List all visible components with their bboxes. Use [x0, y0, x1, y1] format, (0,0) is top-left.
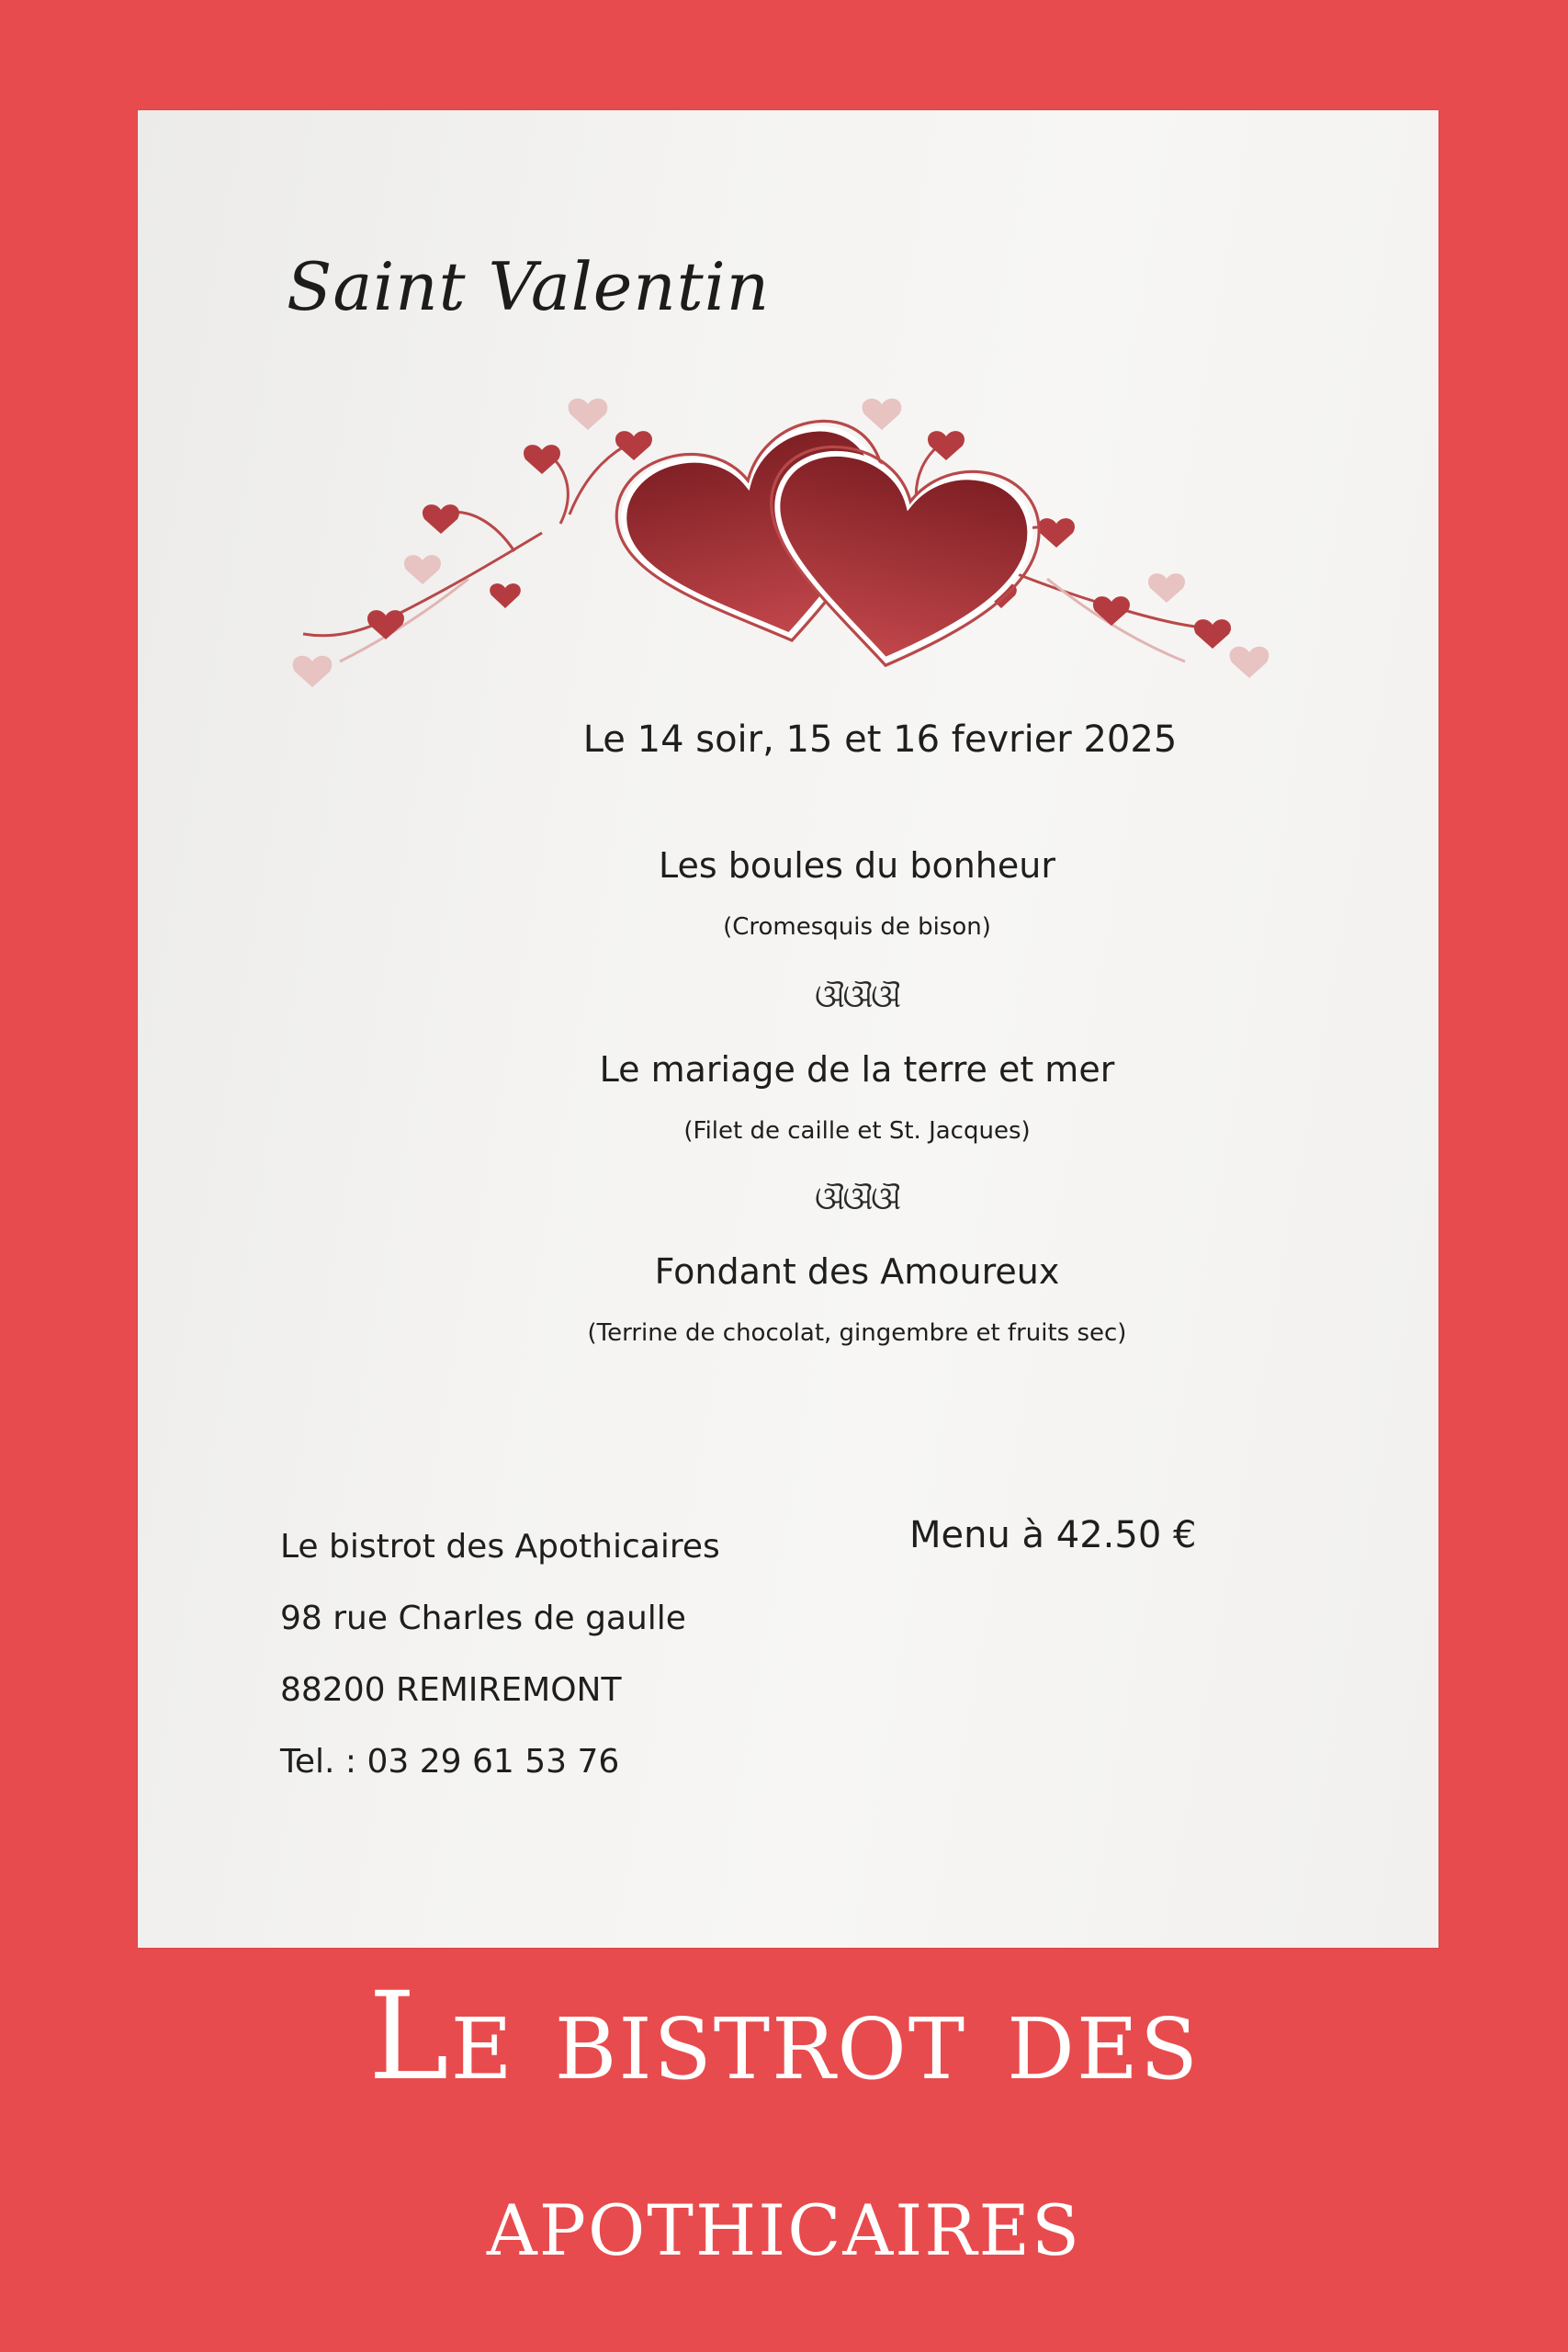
course-dessert [138, 1251, 1438, 1347]
city: 88200 REMIREMONT [280, 1671, 622, 1709]
course-name: Fondant des Amoureux [654, 1251, 1060, 1292]
caption-line-2: apothicaires [486, 2164, 1082, 2278]
menu-price: Menu à 42.50 € [909, 1514, 1197, 1556]
course-name: Le mariage de la terre et mer [599, 1049, 1115, 1090]
course-starter [138, 845, 1438, 941]
street-address: 98 rue Charles de gaulle [280, 1600, 686, 1637]
course-description: (Filet de caille et St. Jacques) [683, 1117, 1031, 1145]
phone-number: Tel. : 03 29 61 53 76 [280, 1743, 620, 1781]
restaurant-name: Le bistrot des Apothicaires [280, 1528, 720, 1566]
hearts-decoration [285, 358, 1295, 744]
menu-title: Saint Valentin [287, 248, 771, 325]
caption-line-1: Le bistrot des [367, 1966, 1201, 2108]
course-name: Les boules du bonheur [659, 845, 1055, 886]
course-description: (Cromesquis de bison) [723, 913, 991, 941]
menu-paper [138, 110, 1438, 1948]
restaurant-address [280, 1511, 720, 1798]
course-main [138, 1049, 1438, 1145]
ornament-separator: ଔଔଔ [815, 1181, 899, 1217]
course-description: (Terrine de chocolat, gingembre et fruits sec) [587, 1319, 1127, 1347]
ornament-separator: ଔଔଔ [815, 978, 899, 1015]
event-dates: Le 14 soir, 15 et 16 fevrier 2025 [582, 718, 1178, 761]
